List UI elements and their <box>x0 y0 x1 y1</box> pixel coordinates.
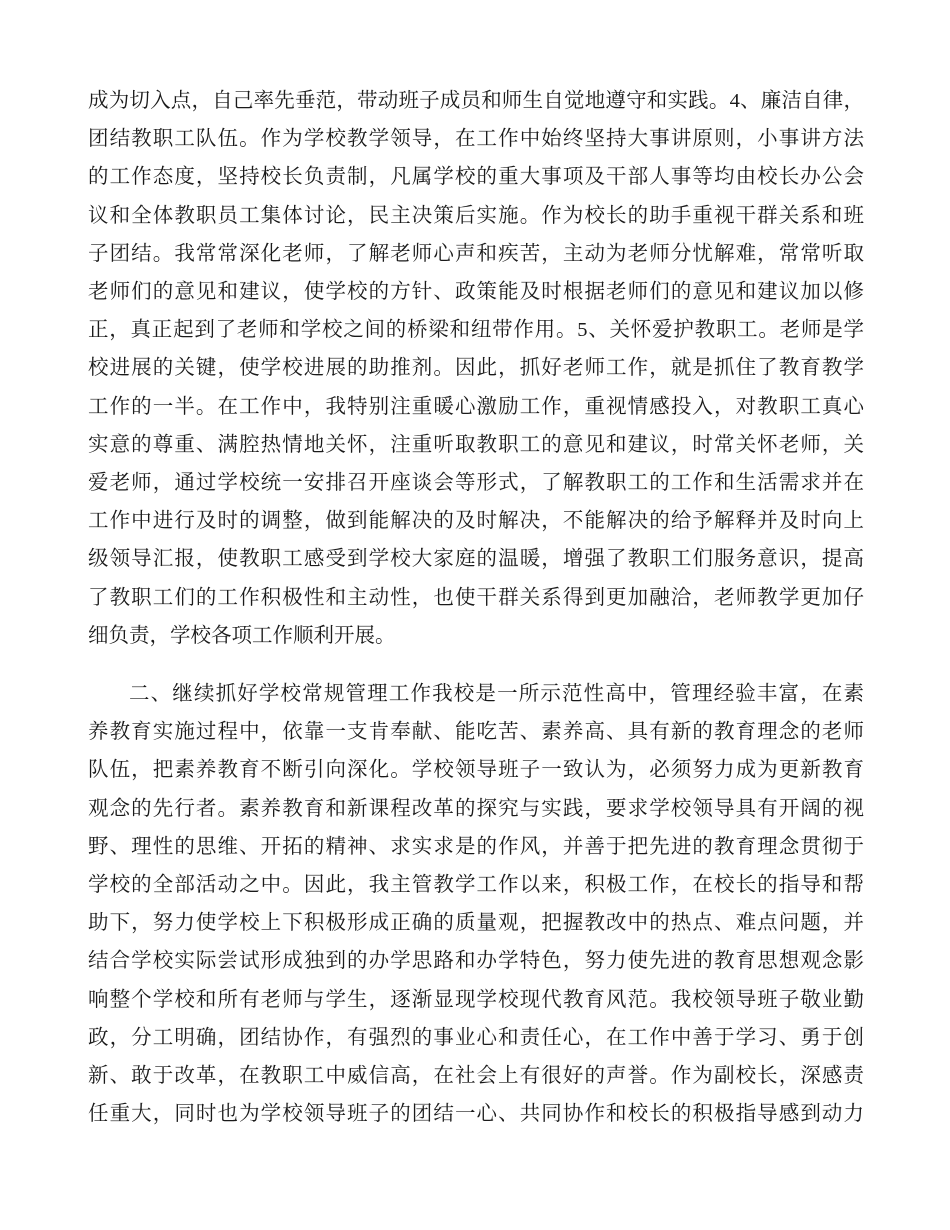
text-line: 队伍，把素养教育不断引向深化。学校领导班子一致认为，必须努力成为更新教育 <box>88 759 864 782</box>
text-line: 成为切入点，自己率先垂范，带动班子成员和师生自觉地遵守和实践。4、廉洁自律， <box>88 90 864 112</box>
text-line: 议和全体教职员工集体讨论，民主决策后实施。作为校长的助手重视干群关系和班 <box>88 204 864 227</box>
text-line: 响整个学校和所有老师与学生，逐渐显现学校现代教育风范。我校领导班子敬业勤 <box>88 988 864 1011</box>
text-line: 政，分工明确，团结协作，有强烈的事业心和责任心，在工作中善于学习、勇于创 <box>88 1026 864 1049</box>
text-line: 了教职工们的工作积极性和主动性，也使干群关系得到更加融洽，老师教学更加仔 <box>88 586 864 609</box>
text-line: 结合学校实际尝试形成独到的办学思路和办学特色，努力使先进的教育思想观念影 <box>88 950 864 973</box>
text-line: 爱老师，通过学校统一安排召开座谈会等形式，了解教职工的工作和生活需求并在 <box>88 472 864 495</box>
text-line: 野、理性的思维、开拓的精神、求实求是的作风，并善于把先进的教育理念贯彻于 <box>88 835 864 858</box>
paragraph-1 <box>88 82 864 655</box>
paragraph-2 <box>88 675 864 1133</box>
text-line: 工作中进行及时的调整，做到能解决的及时解决，不能解决的给予解释并及时向上 <box>88 510 864 533</box>
text-line: 正，真正起到了老师和学校之间的桥梁和纽带作用。5、关怀爱护教职工。老师是学 <box>88 319 864 342</box>
text-line: 细负责，学校各项工作顺利开展。 <box>88 624 396 647</box>
document-body <box>88 82 864 1133</box>
text-line: 子团结。我常常深化老师，了解老师心声和疾苦，主动为老师分忧解难，常常听取 <box>88 242 864 265</box>
text-line: 级领导汇报，使教职工感受到学校大家庭的温暖，增强了教职工们服务意识，提高 <box>88 548 864 571</box>
text-line: 学校的全部活动之中。因此，我主管教学工作以来，积极工作，在校长的指导和帮 <box>88 874 864 897</box>
text-line: 校进展的关键，使学校进展的助推剂。因此，抓好老师工作，就是抓住了教育教学 <box>88 357 864 380</box>
text-line: 助下，努力使学校上下积极形成正确的质量观，把握教改中的热点、难点问题，并 <box>88 912 864 935</box>
text-line: 老师们的意见和建议，使学校的方针、政策能及时根据老师们的意见和建议加以修 <box>88 281 864 304</box>
text-line: 实意的尊重、满腔热情地关怀，注重听取教职工的意见和建议，时常关怀老师，关 <box>88 433 864 456</box>
text-line: 新、敢于改革，在教职工中威信高，在社会上有很好的声誉。作为副校长，深感责 <box>88 1065 864 1088</box>
text-line: 工作的一半。在工作中，我特别注重暖心激励工作，重视情感投入，对教职工真心 <box>88 395 864 418</box>
text-line: 团结教职工队伍。作为学校教学领导，在工作中始终坚持大事讲原则，小事讲方法 <box>88 128 864 151</box>
text-line: 的工作态度，坚持校长负责制，凡属学校的重大事项及干部人事等均由校长办公会 <box>88 166 864 189</box>
text-line: 二、继续抓好学校常规管理工作我校是一所示范性高中，管理经验丰富，在素 <box>129 683 864 706</box>
text-line: 任重大，同时也为学校领导班子的团结一心、共同协作和校长的积极指导感到动力 <box>88 1103 864 1126</box>
text-line: 养教育实施过程中，依靠一支肯奉献、能吃苦、素养高、具有新的教育理念的老师 <box>88 721 864 744</box>
text-line: 观念的先行者。素养教育和新课程改革的探究与实践，要求学校领导具有开阔的视 <box>88 797 864 820</box>
